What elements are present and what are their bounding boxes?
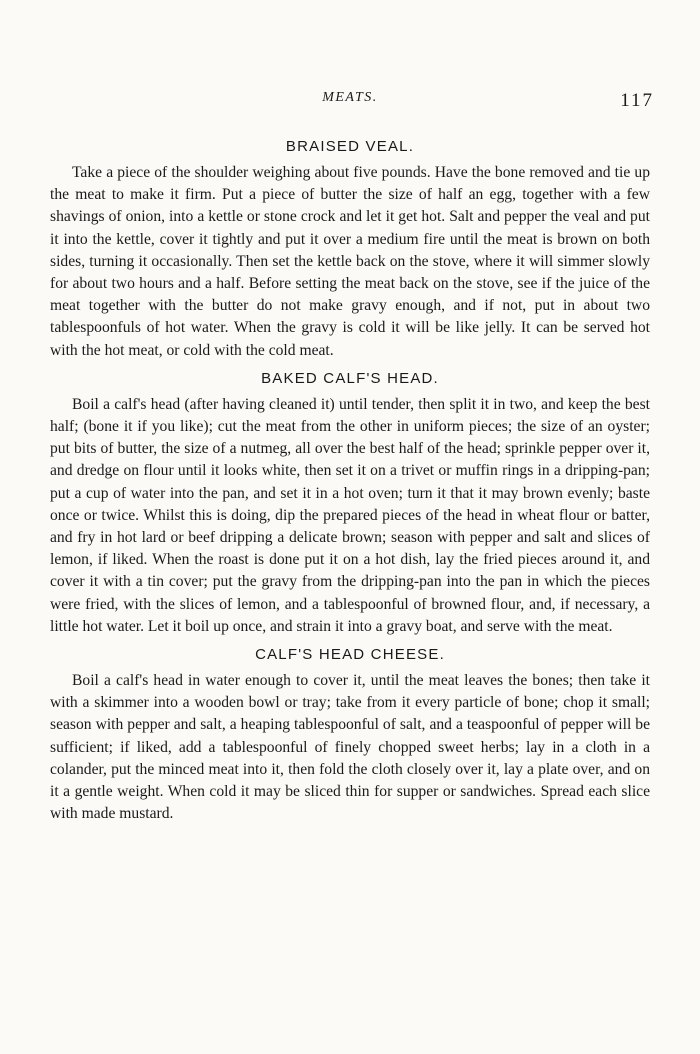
recipe-braised-veal <box>50 134 650 362</box>
page-number: 117 <box>620 90 654 111</box>
recipe-baked-calfs-head <box>50 366 650 638</box>
recipe-body: Boil a calf's head (after having cleaned it) until tender, then split it in two, and keep the best half; (bone it if you like); cut the meat from the other in uniform pieces; the size of an oyster; put bits of butter, the size of a nutmeg, all over the best half of the head; sprinkle pepper over it, and dredge on flour until it looks white, then set it on a trivet or muffin rings in a dripping-pan; put a cup of water into the pan, and set it in a hot oven; turn it that it may brown evenly; baste once or twice. Whilst this is doing, dip the prepared pieces of the head in wheat flour or batter, and fry in hot lard or beef dripping a delicate brown; season with pepper and salt and slices of lemon, if liked. When the roast is done put it on a hot dish, lay the fried pieces around it, and cover it with a tin cover; put the gravy from the dripping-pan into the pan in which the pieces were fried, with the slices of lemon, and a tablespoonful of browned flour, and, if necessary, a little hot water. Let it boil up once, and strain it into a gravy boat, and serve with the meat. <box>50 395 650 635</box>
running-head <box>0 90 700 112</box>
recipe-calfs-head-cheese <box>50 642 650 825</box>
running-head-title: MEATS. <box>322 90 378 105</box>
page-content <box>50 134 650 825</box>
recipe-title: BAKED CALF'S HEAD. <box>261 369 439 387</box>
recipe-title: BRAISED VEAL. <box>285 138 415 155</box>
recipe-body: Boil a calf's head in water enough to cover it, until the meat leaves the bones; then take it with a skimmer into a wooden bowl or tray; take from it every particle of bone; chop it small; season with pepper and salt, a heaping tablespoonful of salt, and a teaspoonful of pepper will be sufficient; if liked, add a tablespoonful of finely chopped sweet herbs; lay in a cloth in a colander, put the minced meat into it, then fold the cloth closely over it, lay a plate over, and on it a gentle weight. When cold it may be sliced thin for supper or sandwiches. Spread each slice with made mustard. <box>50 672 650 823</box>
recipe-body: Take a piece of the shoulder weighing about five pounds. Have the bone removed and tie up the meat to make it firm. Put a piece of butter the size of half an egg, together with a few shavings of onion, into a kettle or stone crock and let it get hot. Salt and pepper the veal and put it into the kettle, cover it tightly and put it over a medium fire until the meat is brown on both sides, turning it occasionally. Then set the kettle back on the stove, where it will simmer slowly for about two hours and a half. Before setting the meat back on the stove, see if the juice of the meat together with the butter do not make gravy enough, and if not, put in about two tablespoonfuls of hot water. When the gravy is cold it will be like jelly. It can be served hot with the hot meat, or cold with the cold meat. <box>50 164 650 359</box>
recipe-title: CALF'S HEAD CHEESE. <box>255 646 445 664</box>
